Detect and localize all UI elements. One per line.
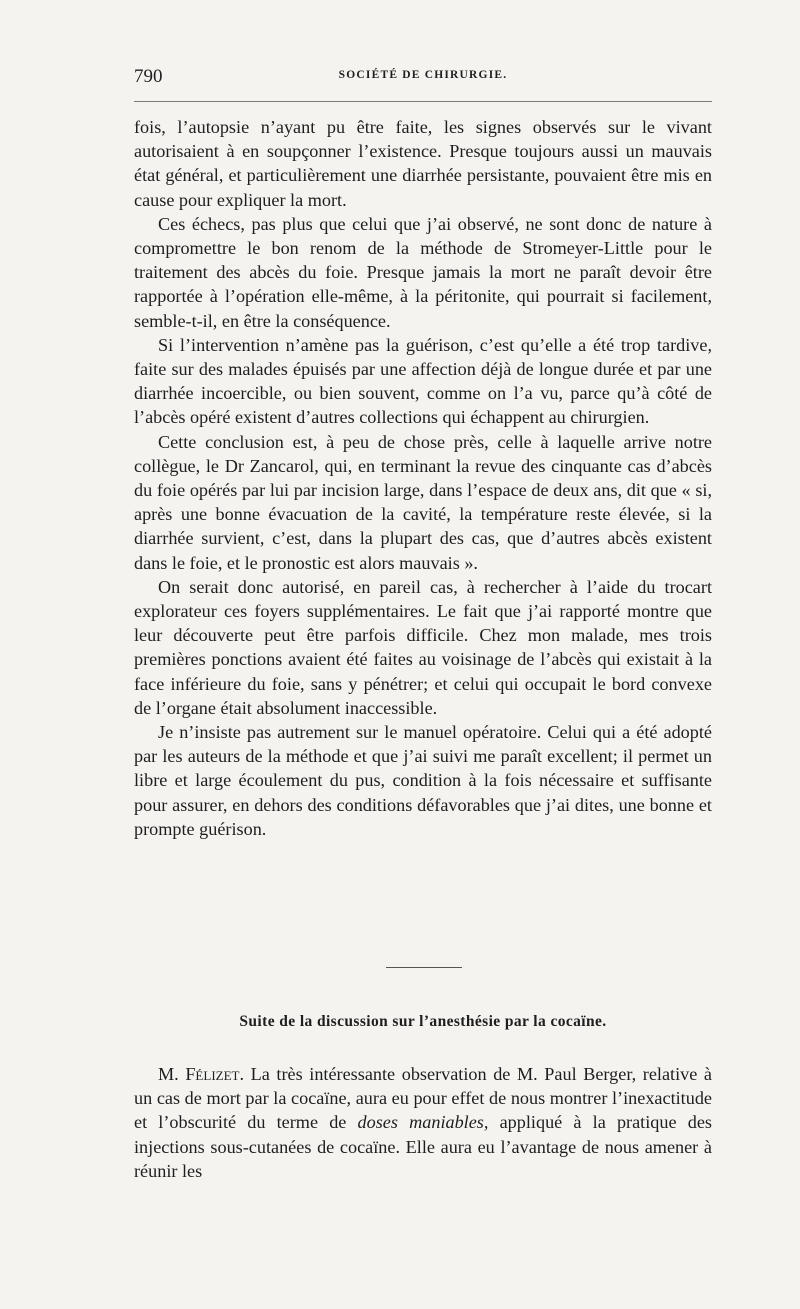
text-run: La très intéressante observation de M. Paul Berger, relative à un cas de mort par la cocaïne, aura eu pour effet de nous montrer l’inexactitude et l’obscurité du terme de xyxy=(134,1064,713,1133)
section-title: Suite de la discussion sur l’anesthésie par la cocaïne. xyxy=(239,1013,607,1030)
running-head: SOCIÉTÉ DE CHIRURGIE. xyxy=(338,69,508,81)
text-run: appliqué à la pratique des injections sous-cutanées de cocaïne. Elle aura eu l’avantage de nous amener à réunir les xyxy=(134,1112,712,1181)
paragraph: On serait donc autorisé, en pareil cas, à rechercher à l’aide du trocart explorateur ces foyers supplémentaires. Le fait que j’ai rapporté montre que leur découverte peut être parfois difficile. Chez mon malade, mes trois premières ponctions avaient été faites au voisinage de l’abcès qui existait à la face inférieure du foie, sans y pénétrer; et celui qui occupait le bord convexe de l’organe était absolument inaccessible. xyxy=(134,576,712,718)
paragraph: fois, l’autopsie n’ayant pu être faite, les signes observés sur le vivant autorisaient à en soupçonner l’existence. Presque toujours aussi un mauvais état général, et particulièrement une diarrhée persistante, pouvaient être mis en cause pour expliquer la mort. xyxy=(134,117,712,210)
page-number: 790 xyxy=(134,66,163,87)
section-separator xyxy=(386,967,462,968)
emphasis-text: doses maniables, xyxy=(357,1112,489,1133)
speaker-name: M. Félizet. xyxy=(158,1064,245,1084)
main-text xyxy=(134,115,712,841)
paragraph: Cette conclusion est, à peu de chose près, celle à laquelle arrive notre collègue, le Dr Zancarol, qui, en terminant la revue des cinquante cas d’abcès du foie opérés par lui par incision large, dans l’espace de deux ans, dit que « si, après une bonne évacuation de la cavité, la température reste élevée, si la diarrhée survient, c’est, dans la plupart des cas, que d’autres abcès existent dans le foie, et le pronostic est alors mauvais ». xyxy=(134,431,712,573)
paragraph: Si l’intervention n’amène pas la guérison, c’est qu’elle a été trop tardive, faite sur des malades épuisés par une affection déjà de longue durée et par une diarrhée incoercible, ou bien souvent, comme on l’a vu, parce qu’à côté de l’abcès opéré existent d’autres collections qui échappent au chirurgien. xyxy=(134,334,712,428)
page-header xyxy=(134,66,712,90)
paragraph xyxy=(134,1062,712,1183)
header-rule xyxy=(134,101,712,102)
section-text xyxy=(134,1062,712,1183)
paragraph: Ces échecs, pas plus que celui que j’ai observé, ne sont donc de nature à compromettre le bon renom de la méthode de Stromeyer-Little pour le traitement des abcès du foie. Presque jamais la mort ne paraît devoir être rapportée à l’opération elle-même, à la péritonite, qui pourrait si facilement, semble-t-il, en être la conséquence. xyxy=(134,213,712,331)
paragraph: Je n’insiste pas autrement sur le manuel opératoire. Celui qui a été adopté par les auteurs de la méthode et que j’ai suivi me paraît excellent; il permet un libre et large écoulement du pus, condition à la fois nécessaire et suffisante pour assurer, en dehors des conditions défavorables que j’ai dites, une bonne et prompte guérison. xyxy=(134,722,712,839)
